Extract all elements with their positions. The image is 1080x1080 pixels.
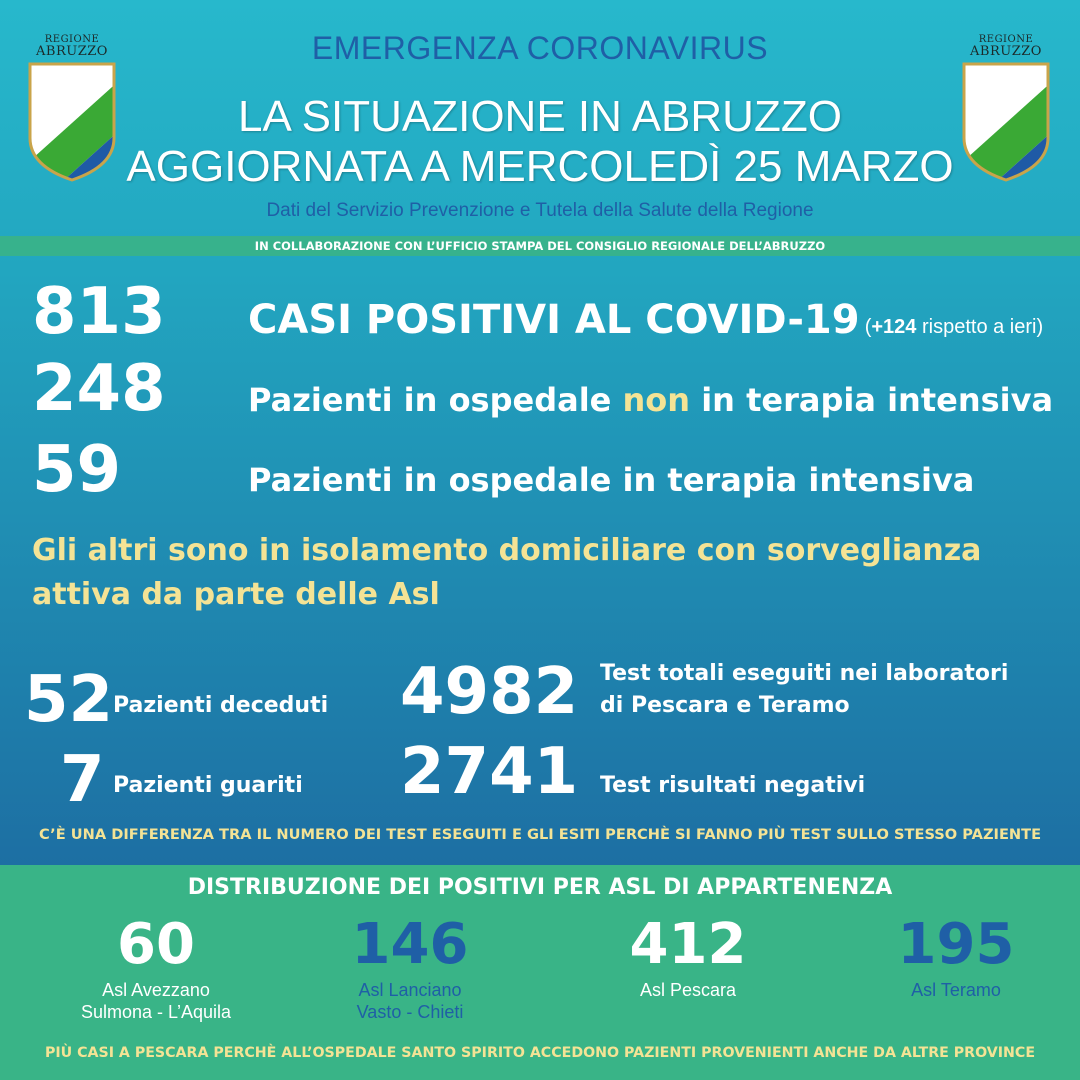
asl-label-line1: Asl Lanciano xyxy=(358,980,462,1000)
asl-lanciano xyxy=(300,912,520,1023)
test-totali-value: 4982 xyxy=(400,655,579,729)
logo-line1: REGIONE xyxy=(44,34,100,45)
asl-value: 60 xyxy=(117,912,195,977)
deceduti-value: 52 xyxy=(24,663,114,737)
test-negativi-label: Test risultati negativi xyxy=(600,773,866,798)
logo-line1: REGIONE xyxy=(978,34,1034,45)
isolamento-line2: attiva da parte delle Asl xyxy=(32,577,440,612)
ospedale-non-label: Pazienti in ospedale non in terapia intensiva xyxy=(248,381,1054,419)
asl-value: 412 xyxy=(629,912,747,977)
asl-label-line1: Asl Teramo xyxy=(911,980,1001,1000)
ospedale-ti-value: 59 xyxy=(32,433,122,507)
logo-line2: ABRUZZO xyxy=(970,44,1042,59)
distribuzione-footer: PIÙ CASI A PESCARA PERCHÈ ALL’OSPEDALE SANTO SPIRITO ACCEDONO PAZIENTI PROVENIENTI ANCHE DA ALTRE PROVINCE xyxy=(44,1045,1036,1061)
positivi-open: ( xyxy=(864,316,872,338)
asl-label-line2: Sulmona - L’Aquila xyxy=(80,1002,232,1022)
asl-avezzano xyxy=(46,912,266,1023)
positivi-value: 813 xyxy=(32,275,166,349)
asl-value: 146 xyxy=(351,912,469,977)
positivi-delta-suffix: rispetto a ieri) xyxy=(921,316,1044,338)
differenza-note: C’È UNA DIFFERENZA TRA IL NUMERO DEI TEST ESEGUITI E GLI ESITI PERCHÈ SI FANNO PIÙ TEST SULLO STESSO PAZIENTE xyxy=(38,826,1042,843)
guariti-label: Pazienti guariti xyxy=(113,773,303,798)
header-line1: LA SITUAZIONE IN ABRUZZO xyxy=(238,92,842,141)
asl-value: 195 xyxy=(897,912,1015,977)
test-negativi-value: 2741 xyxy=(400,735,579,809)
test-totali-label1: Test totali eseguiti nei laboratori xyxy=(600,661,1009,686)
header-subtitle: Dati del Servizio Prevenzione e Tutela della Salute della Regione xyxy=(266,200,814,221)
distribuzione-title: DISTRIBUZIONE DEI POSITIVI PER ASL DI APPARTENENZA xyxy=(187,875,893,900)
guariti-value: 7 xyxy=(60,743,105,817)
asl-label-line1: Asl Avezzano xyxy=(102,980,210,1000)
header-line2: AGGIORNATA A MERCOLEDÌ 25 MARZO xyxy=(126,142,954,191)
non-highlight: non xyxy=(622,381,691,419)
positivi-label-row xyxy=(248,298,1043,342)
ospedale-non-value: 248 xyxy=(32,352,166,426)
positivi-label: CASI POSITIVI AL COVID-19 xyxy=(248,297,860,343)
deceduti-label: Pazienti deceduti xyxy=(113,693,329,718)
asl-label-line2: Vasto - Chieti xyxy=(356,1002,464,1022)
logo-line2: ABRUZZO xyxy=(36,44,108,59)
distribuzione-section xyxy=(0,865,1080,1080)
header-emergency-title: EMERGENZA CORONAVIRUS xyxy=(311,30,769,66)
collaboration-band: IN COLLABORAZIONE CON L’UFFICIO STAMPA DEL CONSIGLIO REGIONALE DELL’ABRUZZO xyxy=(0,236,1080,256)
positivi-delta: +124 xyxy=(871,316,917,338)
ospedale-ti-label: Pazienti in ospedale in terapia intensiva xyxy=(248,461,975,499)
asl-label-line1: Asl Pescara xyxy=(639,980,737,1000)
asl-pescara xyxy=(578,912,798,1001)
asl-teramo xyxy=(846,912,1066,1001)
isolamento-line1: Gli altri sono in isolamento domiciliare con sorveglianza xyxy=(32,533,982,568)
test-totali-label2: di Pescara e Teramo xyxy=(600,693,850,718)
